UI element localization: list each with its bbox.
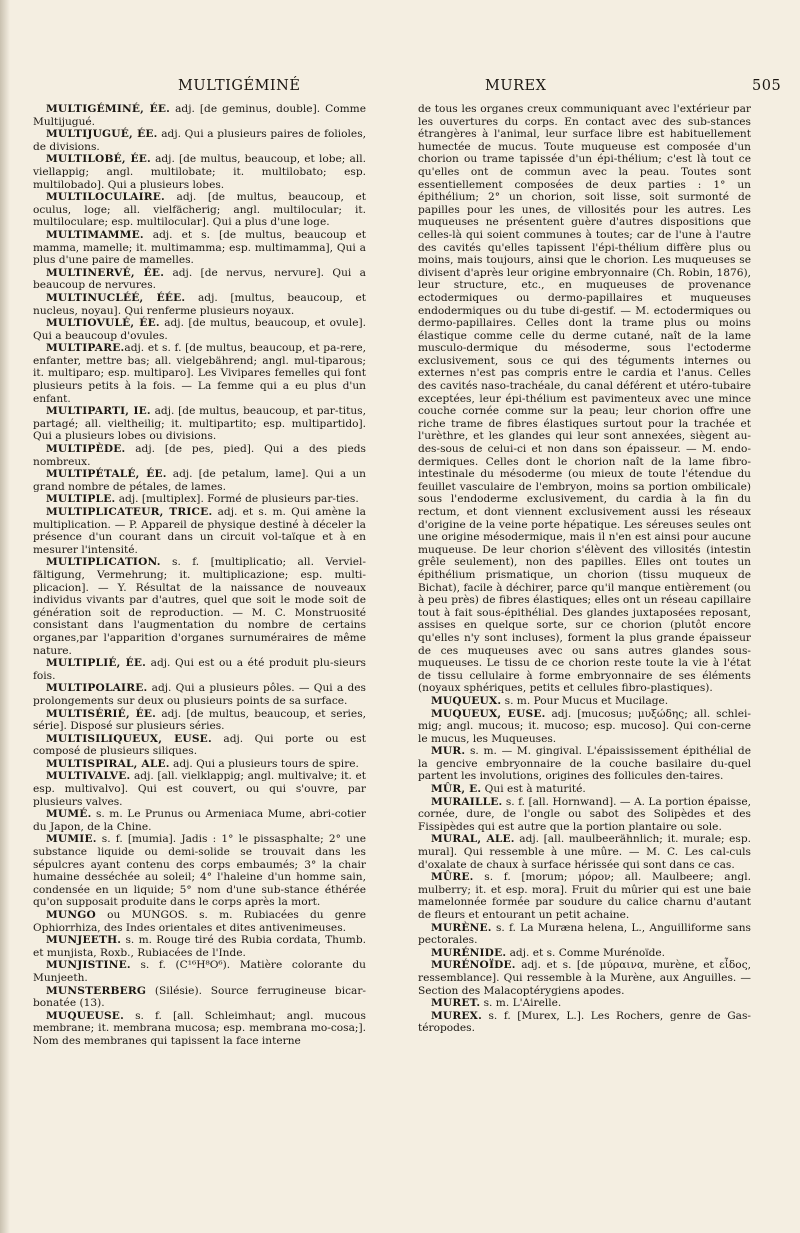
entry-headword: MULTIVALVE.: [46, 770, 131, 783]
dictionary-entry: [418, 745, 751, 783]
entry-text: adj. Qui a plusieurs paires de folioles, de divisions.: [33, 128, 366, 153]
entry-headword: MURAILLE.: [431, 795, 503, 808]
entry-text: adj. [de multus, beaucoup, et par-titus, partagé; all. vieltheilig; it. multipartito; esp. multipartido]. Qui a plusieurs lobes ou divisions.: [33, 405, 366, 443]
entry-headword: MUNGO: [46, 909, 96, 921]
dictionary-entry: [33, 103, 366, 128]
dictionary-entry: [33, 128, 366, 153]
entry-text: s. f. [mumia]. Jadis : 1° le pissasphalte; 2° une substance liquide ou demi-solide se trouvait dans les sépulcres ayant contenu des corps embaumés; 3° la chair humaine desséchée au soleil; 4° l'haleine d'un homme sain, condensée en un liquide; 5° nom d'une sub-stance éthérée qu'on supposait produite dans le corps après la mort.: [33, 833, 366, 909]
dictionary-entry: [418, 796, 751, 834]
dictionary-entry: [33, 770, 366, 808]
entry-headword: MULTILOCULAIRE.: [46, 191, 165, 204]
entry-text: adj. [de multus, beaucoup, et lobe; all. viellappig; angl. multilobate; it. multilobato; esp. multilobado]. Qui a plusieurs lobes.: [33, 153, 366, 191]
entry-headword: MURÉNIDE.: [431, 946, 507, 959]
entry-headword: MÛR, E.: [431, 783, 482, 796]
entry-text: s. f. [all. Schleimhaut; angl. mucous membrane; it. membrana mucosa; esp. membrana mo-cosa;]. Nom des membranes qui tapissent la face interne: [33, 1009, 366, 1047]
entry-headword: MURÈNE.: [431, 921, 492, 934]
dictionary-entry: [33, 229, 366, 267]
entry-text: (Silésie). Source ferrugineuse bicar-bonatée (13).: [33, 984, 366, 1010]
entry-text: s. m. — M. gingival. L'épaississement épithélial de la gencive embryonnaire de la couche basilaire du-quel partent les involutions, origines des follicules den-taires.: [418, 745, 751, 783]
entry-headword: MUNJISTINE.: [46, 959, 131, 972]
dictionary-entry: [33, 1010, 366, 1048]
dictionary-entry: [33, 292, 366, 317]
dictionary-entry: [33, 733, 366, 758]
entry-headword: MULTILOBÉ, ÉE.: [46, 153, 151, 166]
dictionary-entry: [418, 1010, 751, 1035]
entry-headword: MULTIPARTI, IE.: [46, 405, 151, 418]
dictionary-entry: [33, 342, 366, 405]
entry-text: adj. [de multus, beaucoup, et ovule]. Qui a beaucoup d'ovules.: [33, 317, 366, 342]
left-column: [33, 103, 366, 1048]
entry-headword: MUNSTERBERG: [46, 984, 147, 997]
entry-text: adj. et s. m. Qui amène la multiplication. — P. Appareil de physique destiné à déceler la présence d'un courant dans un circuit vol-taïque et à en mesurer l'intensité.: [33, 506, 366, 556]
entry-text: adj. [multiplex]. Formé de plusieurs par-ties.: [115, 493, 359, 506]
entry-text: s. f. (C¹⁶H⁸O⁶). Matière colorante du Munjeeth.: [33, 959, 366, 984]
entry-text: s. f. [morum; μόρον; all. Maulbeere; angl. mulberry; it. et esp. mora]. Fruit du mûrier qui est une baie mamelonnée formée par soudure du calice charnu d'autant de fleurs et entourant un petit achaine.: [418, 871, 751, 921]
page-number: 505: [752, 78, 782, 94]
dictionary-entry: [33, 506, 366, 556]
entry-text: Qui est à maturité.: [481, 783, 586, 796]
entry-text: adj. et s. f. [de multus, beaucoup, et pa-rere, enfanter, mettre bas; all. vielgebährend; angl. mul-tiparous; it. multiparo; esp. multiparo]. Les Vivipares femelles qui font plusieurs petits à la fois. — La femme qui a eu plus d'un enfant.: [33, 342, 366, 405]
entry-headword: MUQUEUX, EUSE.: [431, 707, 546, 720]
dictionary-entry: [33, 959, 366, 984]
right-column: [418, 103, 751, 1035]
entry-text: adj. [multus, beaucoup, et nucleus, noyau]. Qui renferme plusieurs noyaux.: [33, 291, 366, 317]
entry-headword: MUR.: [431, 745, 466, 758]
entry-headword: MULTIPLICATEUR, TRICE.: [46, 506, 213, 518]
entry-headword: MULTINUCLÉÉ, ÉÉE.: [46, 291, 186, 304]
entry-headword: MURAL, ALE.: [431, 833, 515, 846]
entry-headword: MULTIJUGUÉ, ÉE.: [46, 128, 158, 141]
entry-text: adj. Qui est ou a été produit plu-sieurs fois.: [33, 657, 366, 682]
entry-headword: MULTIPOLAIRE.: [46, 682, 148, 695]
entry-headword: MUQUEUX.: [431, 694, 502, 707]
entry-text: adj. Qui a plusieurs tours de spire.: [169, 757, 359, 770]
entry-headword: MULTISÉRIÉ, ÉE.: [46, 707, 157, 720]
entry-text: s. m. L'Airelle.: [480, 997, 562, 1010]
entry-headword: MULTIPÈDE.: [46, 443, 126, 456]
left-running-head: MULTIGÉMINÉ: [178, 78, 301, 94]
dictionary-entry: [33, 833, 366, 909]
entry-text: adj. et s. [de multus, beaucoup et mamma, mamelle; it. multimamma; esp. multimamma], Qui a plus d'une paire de mamelles.: [33, 228, 366, 267]
entry-headword: MULTIMAMME.: [46, 228, 144, 241]
entry-headword: MÛRE.: [431, 871, 474, 884]
entry-headword: MUQUEUSE.: [46, 1009, 124, 1022]
entry-text: s. f. La Muræna helena, L., Anguilliforme sans pectorales.: [418, 921, 751, 947]
dictionary-entry: [33, 468, 366, 493]
entry-headword: MULTIPLICATION.: [46, 556, 161, 569]
dictionary-entry: [33, 153, 366, 191]
dictionary-entry: [33, 682, 366, 707]
entry-headword: MULTIPÉTALÉ, ÉE.: [46, 468, 167, 481]
page-edge-shadow: [0, 0, 10, 1233]
entry-headword: MULTIOVULÉ, ÉE.: [46, 317, 160, 330]
dictionary-entry: [418, 997, 751, 1010]
entry-text: de tous les organes creux communiquant avec l'extérieur par les ouvertures du corps. En contact avec des sub-stances étrangères à l'animal, leur surface libre est habituellement humectée de mucus. Toute muqueuse est composée d'un chorion ou trame tapissée d'un épi-thélium; c'est là tout ce qu'elles ont de commun avec la peau. Toutes sont essentiellement composées de deux parties : 1° un épithélium; 2° un chorion, soit lisse, soit surmonté de papilles pour les unes, de villosités pour les autres. Les muqueuses ne présentent guère d'autres dispositions que celles-là qui soient communes à toutes; car de l'une à l'autre des cavités qu'elles tapissent l'épi-thélium diffère plus ou moins, mais toujours, ainsi que le chorion. Les muqueuses se divisent d'après leur origine embryonnaire (Ch. Robin, 1876), leur structure, etc., en muqueuses de provenance ectodermiques ou dermo-papillaires et muqueuses endodermiques ou du tube di-gestif. — M. ectodermiques ou dermo-papillaires. Celles dont la trame plus ou moins élastique comme celle du derme cutané, naît de la lame musculo-dermique du mésoderme, sous l'ectoderme exclusivement, sous ce qui des téguments internes ou externes n'est pas compris entre le cardia et l'anus. Celles des cavités naso-trachéale, du canal déférent et utéro-tubaire exceptées, leur épi-thélium est pavimenteux avec une mince couche cornée comme sur la peau; leur chorion offre une riche trame de fibres élastiques surtout pour la trachée et l'urèthre, et les glandes qui leur sont annexées, siègent au-des-sous de celui-ci et non dans son épaisseur. — M. endo-dermiques. Celles dont le chorion naît de la lame fibro-intestinale du mésoderme (ou mieux de toute l'étendue du feuillet vasculaire de l'embryon, moins sa portion ombilicale) sous l'endoderme exclusivement, du cardia à la fin du rectum, et dont viennent exclusivement aussi les réseaux d'origine de la veine porte hépatique. Les séreuses seules ont une origine mésodermique, mais il n'en est ainsi pour aucune muqueuse. De leur chorion s'élèvent des villosités (intestin grêle seulement), non des papilles. Elles ont toutes un épithélium prismatique, un chorion (tissu muqueux de Bichat), facile à déchirer, parce qu'il manque entièrement (ou à peu près) de fibres élastiques; elles ont un réseau capillaire tout à fait sous-épithélial. Des glandes juxtaposées reposant, assises en quelque sorte, sur ce chorion (plutôt encore qu'elles n'y sont incluses), forment la plus grande épaisseur de ces muqueuses avec ou sans autres glandes sous-muqueuses. Le tissu de ce chorion reste toute la vie à l'état de tissu cellulaire à forme embryonnaire de ses éléments (noyaux sphériques, petits et cellules fibro-plastiques).: [418, 103, 751, 695]
entry-text: adj. [de geminus, double]. Comme Multijugué.: [33, 103, 366, 128]
entry-text: s. f. [all. Hornwand]. — A. La portion épaisse, cornée, dure, de l'ongle ou sabot des Solipèdes et des Fissipèdes qui est autre que la portion plantaire ou sole.: [418, 795, 751, 833]
entry-headword: MUREX.: [431, 1009, 482, 1022]
entry-text: adj. [all. vielklappig; angl. multivalve; it. et esp. multivalvo]. Qui est couvert, ou qui s'ouvre, par plusieurs valves.: [33, 770, 366, 808]
dictionary-entry: [33, 443, 366, 468]
entry-text: adj. [de multus, beaucoup, et series, série]. Disposé sur plusieurs séries.: [33, 707, 366, 733]
dictionary-entry: [33, 267, 366, 292]
entry-headword: MUMIE.: [46, 833, 97, 846]
dictionary-entry: [418, 947, 751, 960]
entry-text: s. m. Pour Mucus et Mucilage.: [501, 694, 669, 707]
entry-text: adj. [all. maulbeerähnlich; it. murale; esp. mural]. Qui ressemble à une mûre. — M. C. Les cal-culs d'oxalate de chaux à surface hérissée qui sont dans ce cas.: [418, 833, 751, 871]
dictionary-entry: [418, 922, 751, 947]
dictionary-entry: [33, 191, 366, 229]
dictionary-entry: [33, 985, 366, 1010]
right-running-head: MUREX: [485, 78, 547, 94]
dictionary-entry: [33, 708, 366, 733]
entry-text: ou MUNGOS. s. m. Rubiacées du genre Ophiorrhiza, des Indes orientales et dites antivenimeuses.: [33, 909, 366, 934]
dictionary-entry: [33, 657, 366, 682]
entry-text: s. f. [Murex, L.]. Les Rochers, genre de Gas-téropodes.: [418, 1009, 751, 1035]
entry-text: adj. Qui porte ou est composé de plusieurs siliques.: [33, 732, 366, 758]
dictionary-entry: [418, 708, 751, 746]
entry-headword: MURET.: [431, 997, 481, 1010]
entry-text: adj. [de petalum, lame]. Qui a un grand nombre de pétales, de lames.: [33, 468, 366, 493]
entry-text: s. m. Rouge tiré des Rubia cordata, Thumb. et munjista, Roxb., Rubiacées de l'Inde.: [33, 934, 366, 959]
dictionary-entry: [418, 833, 751, 871]
dictionary-entry: [33, 808, 366, 833]
dictionary-entry: [33, 934, 366, 959]
dictionary-entry: [33, 758, 366, 771]
entry-headword: MULTISPIRAL, ALE.: [46, 757, 170, 770]
entry-text: adj. [mucosus; μυξώδης; all. schlei-mig; angl. mucous; it. mucoso; esp. mucoso]. Qui con-cerne le mucus, les Muqueuses.: [418, 707, 751, 745]
entry-text: adj. Qui a plusieurs pôles. — Qui a des prolongements sur deux ou plusieurs points de sa surface.: [33, 682, 366, 707]
entry-text: adj. [de nervus, nervure]. Qui a beaucoup de nervures.: [33, 266, 366, 292]
entry-headword: MUNJEETH.: [46, 934, 122, 947]
entry-headword: MUMÉ.: [46, 808, 92, 821]
dictionary-entry: [33, 317, 366, 342]
dictionary-entry: [418, 695, 751, 708]
entry-headword: MULTIPLIÉ, ÉE.: [46, 657, 147, 670]
entry-headword: MULTIGÉMINÉ, ÉE.: [46, 103, 171, 115]
entry-text: s. m. Le Prunus ou Armeniaca Mume, abri-cotier du Japon, de la Chine.: [33, 808, 366, 833]
entry-text: adj. [de multus, beaucoup, et oculus, loge; all. vielfächerig; angl. multilocular; it. multiloculare; esp. multilocular]. Qui a plus d'une loge.: [33, 191, 366, 229]
dictionary-entry: [33, 493, 366, 506]
dictionary-entry: [418, 783, 751, 796]
dictionary-entry: [418, 959, 751, 997]
page-header: [0, 78, 800, 102]
dictionary-entry: [33, 405, 366, 443]
entry-text: adj. et s. [de μύραινα, murène, et εἶδος, ressemblance]. Qui ressemble à la Murène, aux Anguilles. — Section des Malacoptérygiens apodes.: [418, 959, 751, 997]
dictionary-entry: [33, 909, 366, 934]
dictionary-entry: [418, 103, 751, 695]
entry-text: adj. [de pes, pied]. Qui a des pieds nombreux.: [33, 443, 366, 468]
entry-headword: MULTINERVÉ, ÉE.: [46, 266, 165, 279]
entry-headword: MULTIPLE.: [46, 493, 116, 506]
dictionary-entry: [33, 556, 366, 657]
entry-headword: MULTISILIQUEUX, EUSE.: [46, 732, 212, 745]
entry-headword: MURÉNOÏDE.: [431, 959, 516, 972]
entry-text: adj. et s. Comme Murénoïde.: [506, 946, 666, 959]
entry-headword: MULTIPARE.: [46, 342, 125, 355]
dictionary-entry: [418, 871, 751, 921]
entry-text: s. f. [multiplicatio; all. Verviel-fältigung, Vermehrung; it. multiplicazione; esp. multi-plicacion]. — Y. Résultat de la naissance de nouveaux individus vivants par d'autres, quel que soit le mode soit de génération soit de reproduction. — M. C. Monstruosité consistant dans l'augmentation du nombre de certains organes,par l'apparition d'organes surnuméraires de même nature.: [33, 556, 366, 657]
